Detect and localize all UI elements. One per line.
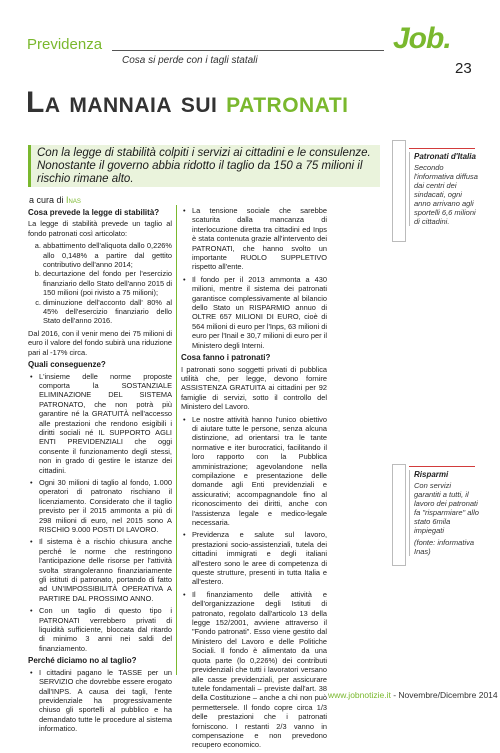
sidebar-rule [409, 148, 475, 149]
column-divider [176, 205, 177, 675]
sidebar-box-1 [409, 152, 479, 226]
list-item: • I cittadini pagano le TASSE per un SERVIZIO che dovrebbe essere erogato dall'INPS. A causa dei tagli, l'ente previdenziale ha progressivamente chiuso gli sportelli al pubblico e ha demandato tutte le procedure al sistema informatico. [39, 668, 172, 734]
header-subtitle: Cosa si perde con i tagli statali [122, 55, 258, 66]
sidebar-box-1-title: Patronati d'Italia [414, 152, 476, 161]
col2-paragraph-1: I patronati sono soggetti privati di pubblica utilità che, per legge, devono fornire ASSISTENZA GRATUITA ai cittadini per 92 famiglie di servizi, sotto il controllo del Ministero del Lavoro. [181, 364, 327, 412]
sidebar-box-2-text: Con servizi garantiti a tutti, il lavoro dei patronati fa "risparmiare" allo stato 6mila impiegati [414, 481, 479, 535]
header-rule [112, 50, 384, 51]
col2-heading-1: Cosa fanno i patronati? [181, 353, 271, 363]
job-logo: Job. [393, 22, 451, 55]
column-1 [28, 205, 172, 737]
footer-date: - Novembre/Dicembre 2014 [393, 690, 498, 700]
list-item: • L'insieme delle norme proposte comporta la SOSTANZIALE ELIMINAZIONE DEL SISTEMA PATRONATO, che non potrà più garantire né la GRATUITÀ nell'accesso alle prestazioni che rendono esigibili i diritti sociali né IL SUPPORTO AGLI ENTI PREVIDENZIALI che oggi consente il funzionamento degli stessi, non in grado di gestire le istanze dei cittadini. [39, 372, 172, 475]
list-item: • Previdenza e salute sul lavoro, prestazioni socio-assistenziali, tutela dei cittadini immigrati e degli italiani all'estero sono le aree di competenza di queste strutture, presenti in tutta Italia e all'estero. [192, 530, 327, 586]
title-part1: La mannaia sui [26, 86, 218, 119]
section-label: Previdenza [27, 36, 103, 53]
sidebar-box-2 [409, 470, 479, 556]
col1-heading-2: Quali conseguenze? [28, 360, 106, 370]
sidebar-rule [409, 466, 475, 467]
sidebar-box-1-text: Secondo l'informativa diffusa dai centri dei sindacati, ogni anno arrivano agli sportelli 6,6 milioni di cittadini. [414, 163, 478, 226]
list-item: • Il sistema è a rischio chiusura anche perché le norme che restringono l'anticipazione delle risorse per l'attività svolta strangoleranno finanziariamente gli istituti di patronato, portando di fatto ad UN'IMPOSSIBILITÀ OPERATIVA A PARTIRE DAL PROSSIMO ANNO. [39, 537, 172, 603]
lead-paragraph: Con la legge di stabilità colpiti i servizi ai cittadini e le consulenze. Nonostante il governo abbia ridotto il taglio da 150 a 75 milioni il rischio rimane alto. [28, 145, 380, 187]
col1-bullets-2 [39, 668, 172, 734]
col1-paragraph-2: Dal 2016, con il venir meno dei 75 milioni di euro il valore del fondo subirà una riduzione pari al -17% circa. [28, 328, 172, 357]
col1-paragraph-1: La legge di stabilità prevede un taglio al fondo patronati così articolato: [28, 219, 172, 238]
byline-prefix: a cura di [29, 195, 64, 205]
title-part2: patronati [226, 86, 349, 119]
col1-list [43, 241, 172, 326]
list-item: • Il finanziamento delle attività e dell'organizzazione degli Istituti di patronato, regolato dall'articolo 13 della legge 152/2001, avviene attraverso il "Fondo patronati". Esso viene gestito dal Ministero del Lavoro e delle Politiche Sociali. Il fondo è alimentato da una quota parte (lo 0,226%) dei contributi previdenziali che tutti i lavoratori versano alle casse previdenziali, per assicurare tutele fondamentali – previste dall'art. 38 della Costituzione – anche a chi non può permettersele. Il fondo copre circa 1/3 delle prestazioni che i patronati forniscono. I restanti 2/3 vanno in compensazione e non prevedono recupero economico. [192, 590, 327, 750]
col1-heading-1: Cosa prevede la legge di stabilità? [28, 208, 160, 217]
sidebar-box-2-note: (fonte: informativa Inas) [414, 538, 475, 556]
decorative-frame [392, 140, 406, 242]
list-item: • Con un taglio di questo tipo i PATRONATI verrebbero privati di liquidità sufficiente, bloccata dal ritardo di minimo 3 anni nei saldi del finanziamento. [39, 606, 172, 653]
list-item: c. diminuzione dell'acconto dall' 80% al 45% dell'esercizio finanziario dello Stato dell'anno 2016. [43, 298, 172, 326]
byline [29, 195, 81, 205]
article-title [26, 86, 349, 120]
byline-source: Inas [66, 195, 81, 205]
col2-bullets-top [192, 206, 327, 350]
list-item: • Il fondo per il 2013 ammonta a 430 milioni, mentre il sistema dei patronati garantisce complessivamente al bilancio dello Stato un RISPARMIO annuo di OLTRE 657 MILIONI DI EURO, cioè di 564 milioni di euro per l'Inps, 63 milioni di euro per l'Inail e 30,7 milioni di euro per il Ministero degli Interni. [192, 275, 327, 350]
list-item: • Le nostre attività hanno l'unico obiettivo di aiutare tutte le persone, senza alcuna distinzione, ad orientarsi tra le tante normative e iter burocratici, facilitando il loro rapporto con la Pubblica amministrazione; agevolandone nella compilazione e presentazione delle domande agli Enti previdenziali e assicurativi; accompagnandole fino al riconoscimento dei diritti, anche con l'assistenza legale e medico-legale necessaria. [192, 415, 327, 528]
list-item: • La tensione sociale che sarebbe scaturita dalla mancanza di interlocuzione diretta tra cittadini ed Inps è stata contenuta grazie all'intervento dei PATRONATI, che hanno svolto un importante RUOLO SUPPLETIVO rispetto all'ente. [192, 206, 327, 272]
page-number: 23 [455, 60, 472, 77]
decorative-frame [392, 464, 406, 566]
list-item: b. decurtazione del fondo per l'esercizio finanziario dello Stato dell'anno 2015 di 150 milioni (poi rivisto a 75 milioni); [43, 269, 172, 297]
footer [328, 690, 498, 700]
footer-url[interactable]: www.jobnotizie.it [328, 690, 391, 700]
sidebar-box-2-title: Risparmi [414, 470, 449, 479]
list-item: a. abbattimento dell'aliquota dallo 0,226% allo 0,148% a partire dal gettito contributivo dell'anno 2014; [43, 241, 172, 269]
list-item: • Ogni 30 milioni di taglio al fondo, 1.000 operatori di patronato rischiano il licenziamento. Considerato che il taglio previsto per il 2015 ammonta a più di 298 milioni di euro, nel 2015 sono A RISCHIO 9.000 POSTI DI LAVORO. [39, 478, 172, 534]
col2-bullets [192, 415, 327, 750]
column-2 [181, 205, 327, 753]
col1-heading-3: Perché diciamo no al taglio? [28, 656, 137, 666]
col1-bullets [39, 372, 172, 654]
